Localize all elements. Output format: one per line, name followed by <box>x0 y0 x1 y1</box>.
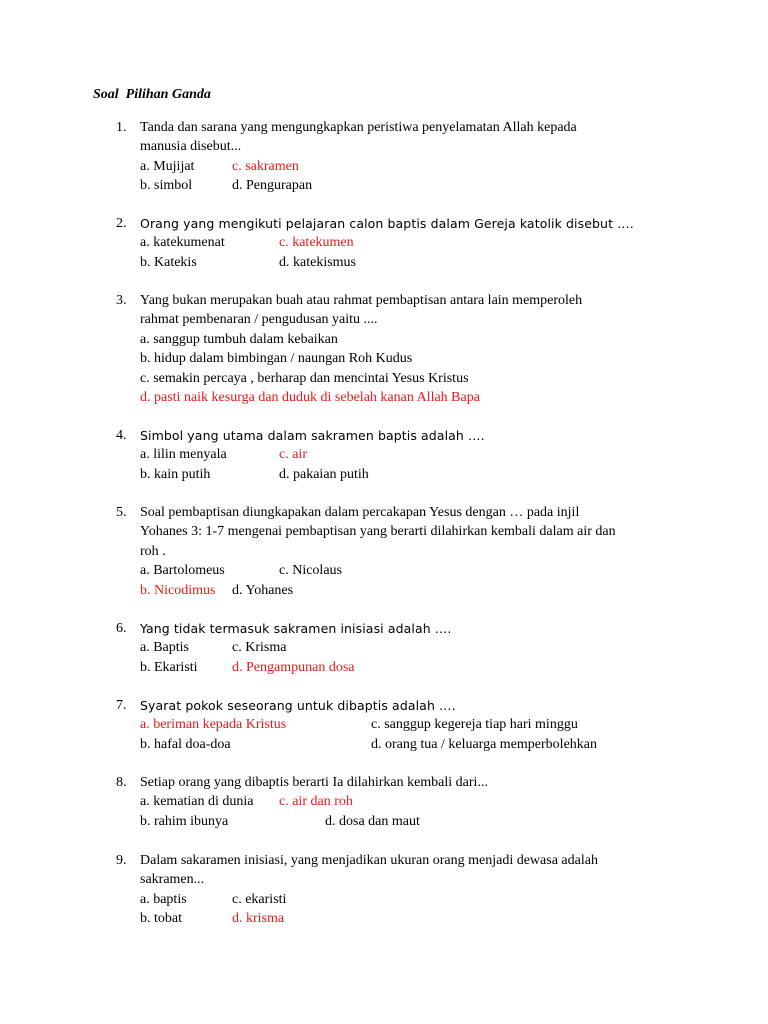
question-text-line: Yang bukan merupakan buah atau rahmat pembaptisan antara lain memperoleh <box>140 293 583 308</box>
option-b-answer: b. Nicodimus <box>140 582 216 598</box>
option-a: a. baptis <box>140 891 187 907</box>
option-a-answer: a. beriman kepada Kristus <box>140 717 287 733</box>
option-b: b. simbol <box>140 178 193 194</box>
option-d-answer: d. Pengampunan dosa <box>232 659 355 675</box>
option-c: c. Krisma <box>232 640 287 656</box>
option-b: b. hafal doa-doa <box>140 736 231 752</box>
question-text-line: Tanda dan sarana yang mengungkapkan peristiwa penyelamatan Allah kepada <box>140 120 577 135</box>
option-d-answer: d. pasti naik kesurga dan duduk di sebelah kanan Allah Bapa <box>140 390 480 405</box>
question-text-line: Orang yang mengikuti pelajaran calon baptis dalam Gereja katolik disebut …. <box>140 216 634 231</box>
option-a: a. lilin menyala <box>140 447 227 463</box>
question-number: 2. <box>116 216 127 231</box>
question-number: 9. <box>116 853 127 868</box>
question-text-line: Simbol yang utama dalam sakramen baptis adalah …. <box>140 428 485 443</box>
option-c: c. sanggup kegereja tiap hari minggu <box>371 717 578 733</box>
option-c-answer: c. air <box>279 447 307 463</box>
option-a: a. kematian di dunia <box>140 794 254 810</box>
option-b: b. kain putih <box>140 466 211 482</box>
option-d-answer: d. krisma <box>232 911 285 927</box>
option-c: c. Nicolaus <box>279 563 342 579</box>
question-text-line: roh . <box>140 543 166 559</box>
option-d: d. orang tua / keluarga memperbolehkan <box>371 736 597 752</box>
option-d: d. katekismus <box>279 254 356 270</box>
question-text-line: sakramen... <box>140 872 205 888</box>
option-a: a. Mujijat <box>140 158 195 174</box>
option-b: b. Katekis <box>140 254 197 270</box>
question-text-line: Yohanes 3: 1-7 mengenai pembaptisan yang berarti dilahirkan kembali dalam air dan <box>140 524 616 540</box>
option-c-answer: c. katekumen <box>279 235 354 251</box>
question-number: 7. <box>116 698 127 713</box>
question-text-line: Yang tidak termasuk sakramen inisiasi adalah …. <box>140 621 452 636</box>
question-text-line: Syarat pokok seseorang untuk dibaptis adalah …. <box>140 698 456 713</box>
question-text-line: Soal pembaptisan diungkapakan dalam percakapan Yesus dengan … pada injil <box>140 505 580 520</box>
question-text-line: Setiap orang yang dibaptis berarti Ia dilahirkan kembali dari... <box>140 775 488 790</box>
option-b: b. Ekaristi <box>140 659 198 675</box>
option-c: c. semakin percaya , berharap dan mencintai Yesus Kristus <box>140 370 469 386</box>
option-a: a. sanggup tumbuh dalam kebaikan <box>140 331 338 347</box>
option-a: a. Baptis <box>140 640 189 656</box>
option-d: d. dosa dan maut <box>325 813 420 829</box>
option-c-answer: c. sakramen <box>232 158 299 174</box>
option-d: d. Yohanes <box>232 582 294 598</box>
question-number: 3. <box>116 293 127 308</box>
question-text-line: Dalam sakaramen inisiasi, yang menjadikan ukuran orang menjadi dewasa adalah <box>140 853 598 868</box>
page-title: Soal Pilihan Ganda <box>93 87 211 102</box>
option-d: d. pakaian putih <box>279 466 369 482</box>
option-b: b. tobat <box>140 911 182 927</box>
question-number: 8. <box>116 775 127 790</box>
option-c-answer: c. air dan roh <box>279 794 353 810</box>
question-number: 5. <box>116 505 127 520</box>
option-b: b. rahim ibunya <box>140 813 229 829</box>
option-d: d. Pengurapan <box>232 178 313 194</box>
option-c: c. ekaristi <box>232 891 287 907</box>
question-number: 4. <box>116 428 127 443</box>
question-number: 6. <box>116 621 127 636</box>
question-text-line: manusia disebut... <box>140 139 242 155</box>
question-text-line: rahmat pembenaran / pengudusan yaitu .... <box>140 312 378 328</box>
option-b: b. hidup dalam bimbingan / naungan Roh Kudus <box>140 351 413 367</box>
option-a: a. Bartolomeus <box>140 563 225 579</box>
option-a: a. katekumenat <box>140 235 225 251</box>
question-number: 1. <box>116 120 127 135</box>
